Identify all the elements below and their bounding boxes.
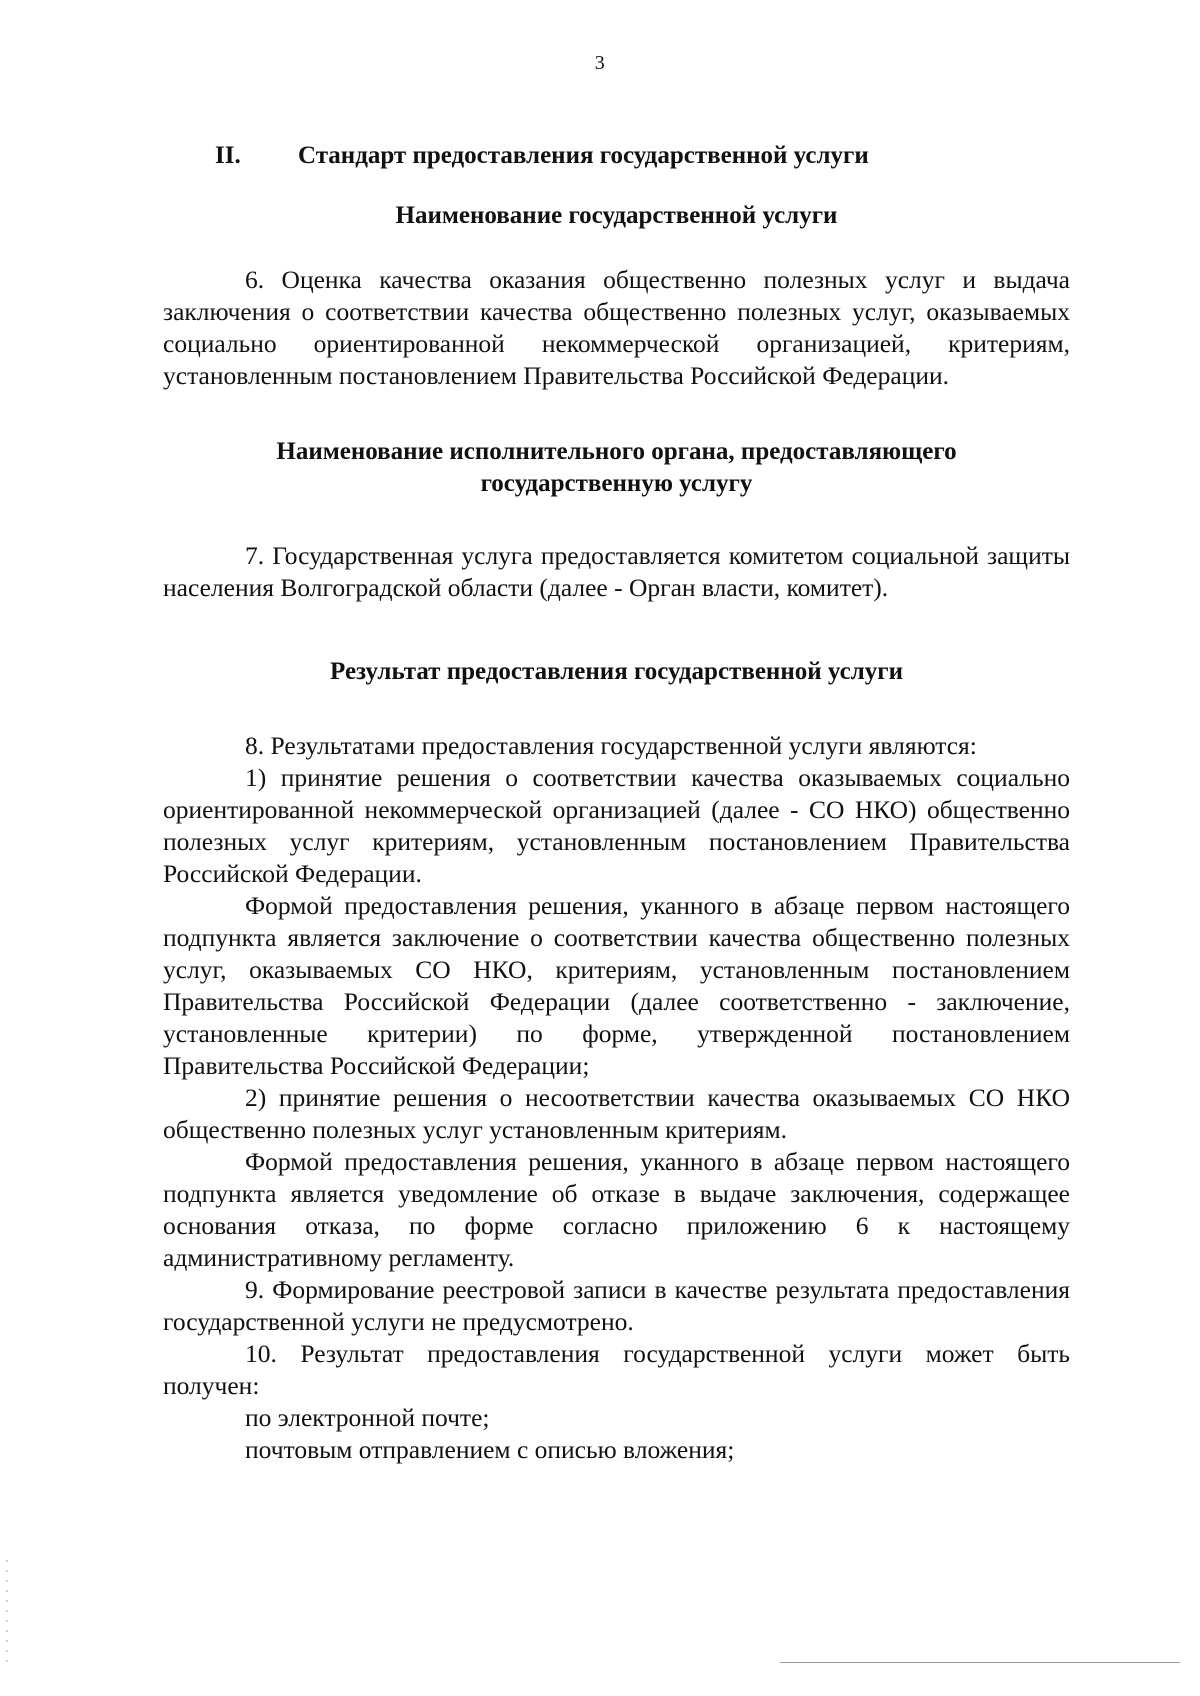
paragraph-8-item-1-form: Формой предоставления решения, уканного в абзаце первом настоящего подпункта является заключение о соответствии качества общественно полезных услуг, оказываемых СО НКО, критериям, установленным постановлением Правительства Российской Федерации (далее соответственно - заключение, установленные критерии) по форме, утвержденной постановлением Правительства Российской Федерации; <box>163 891 1070 1080</box>
paragraph-8-item-2-form: Формой предоставления решения, уканного в абзаце первом настоящего подпункта является уведомление об отказе в выдаче заключения, содержащее основания отказа, по форме согласно приложению 6 к настоящему административному регламенту. <box>163 1147 1070 1272</box>
paragraph-6: 6. Оценка качества оказания общественно полезных услуг и выдача заключения о соответствии качества общественно полезных услуг, оказываемых социально ориентированной некоммерческой организацией, критериям, установленным постановлением Правительства Российской Федерации. <box>163 265 1070 390</box>
section-title-text: Стандарт предоставления государственной услуги <box>298 142 869 169</box>
heading-executive-body: Наименование исполнительного органа, предоставляющего государственную услугу <box>276 438 957 497</box>
page-number: 3 <box>594 52 606 74</box>
section-number: II. <box>215 142 241 169</box>
paragraph-10-option-email: по электронной почте; <box>245 1403 490 1432</box>
paragraph-9: 9. Формирование реестровой записи в качестве результата предоставления государственной услуги не предусмотрено. <box>163 1275 1070 1336</box>
heading-service-result: Результат предоставления государственной услуги <box>330 658 903 685</box>
paragraph-10-option-post: почтовым отправлением с описью вложения; <box>245 1435 735 1464</box>
paragraph-8-item-1: 1) принятие решения о соответствии качества оказываемых социально ориентированной некоммерческой организацией (далее - СО НКО) общественно полезных услуг критериям, установленным постановлением Правительства Российской Федерации. <box>163 763 1070 888</box>
document-body <box>163 140 1070 1466</box>
scan-edge-line <box>780 1662 1180 1663</box>
heading-service-name: Наименование государственной услуги <box>395 202 838 229</box>
paragraph-7: 7. Государственная услуга предоставляется комитетом социальной защиты населения Волгоградской области (далее - Орган власти, комитет). <box>163 541 1070 602</box>
paragraph-8: 8. Результатами предоставления государственной услуги являются: <box>245 731 977 760</box>
scan-margin-marks <box>6 1560 8 1670</box>
section-title <box>215 140 1070 172</box>
paragraph-8-item-2: 2) принятие решения о несоответствии качества оказываемых СО НКО общественно полезных услуг установленным критериям. <box>163 1083 1070 1144</box>
paragraph-10: 10. Результат предоставления государственной услуги может быть получен: <box>163 1339 1070 1400</box>
